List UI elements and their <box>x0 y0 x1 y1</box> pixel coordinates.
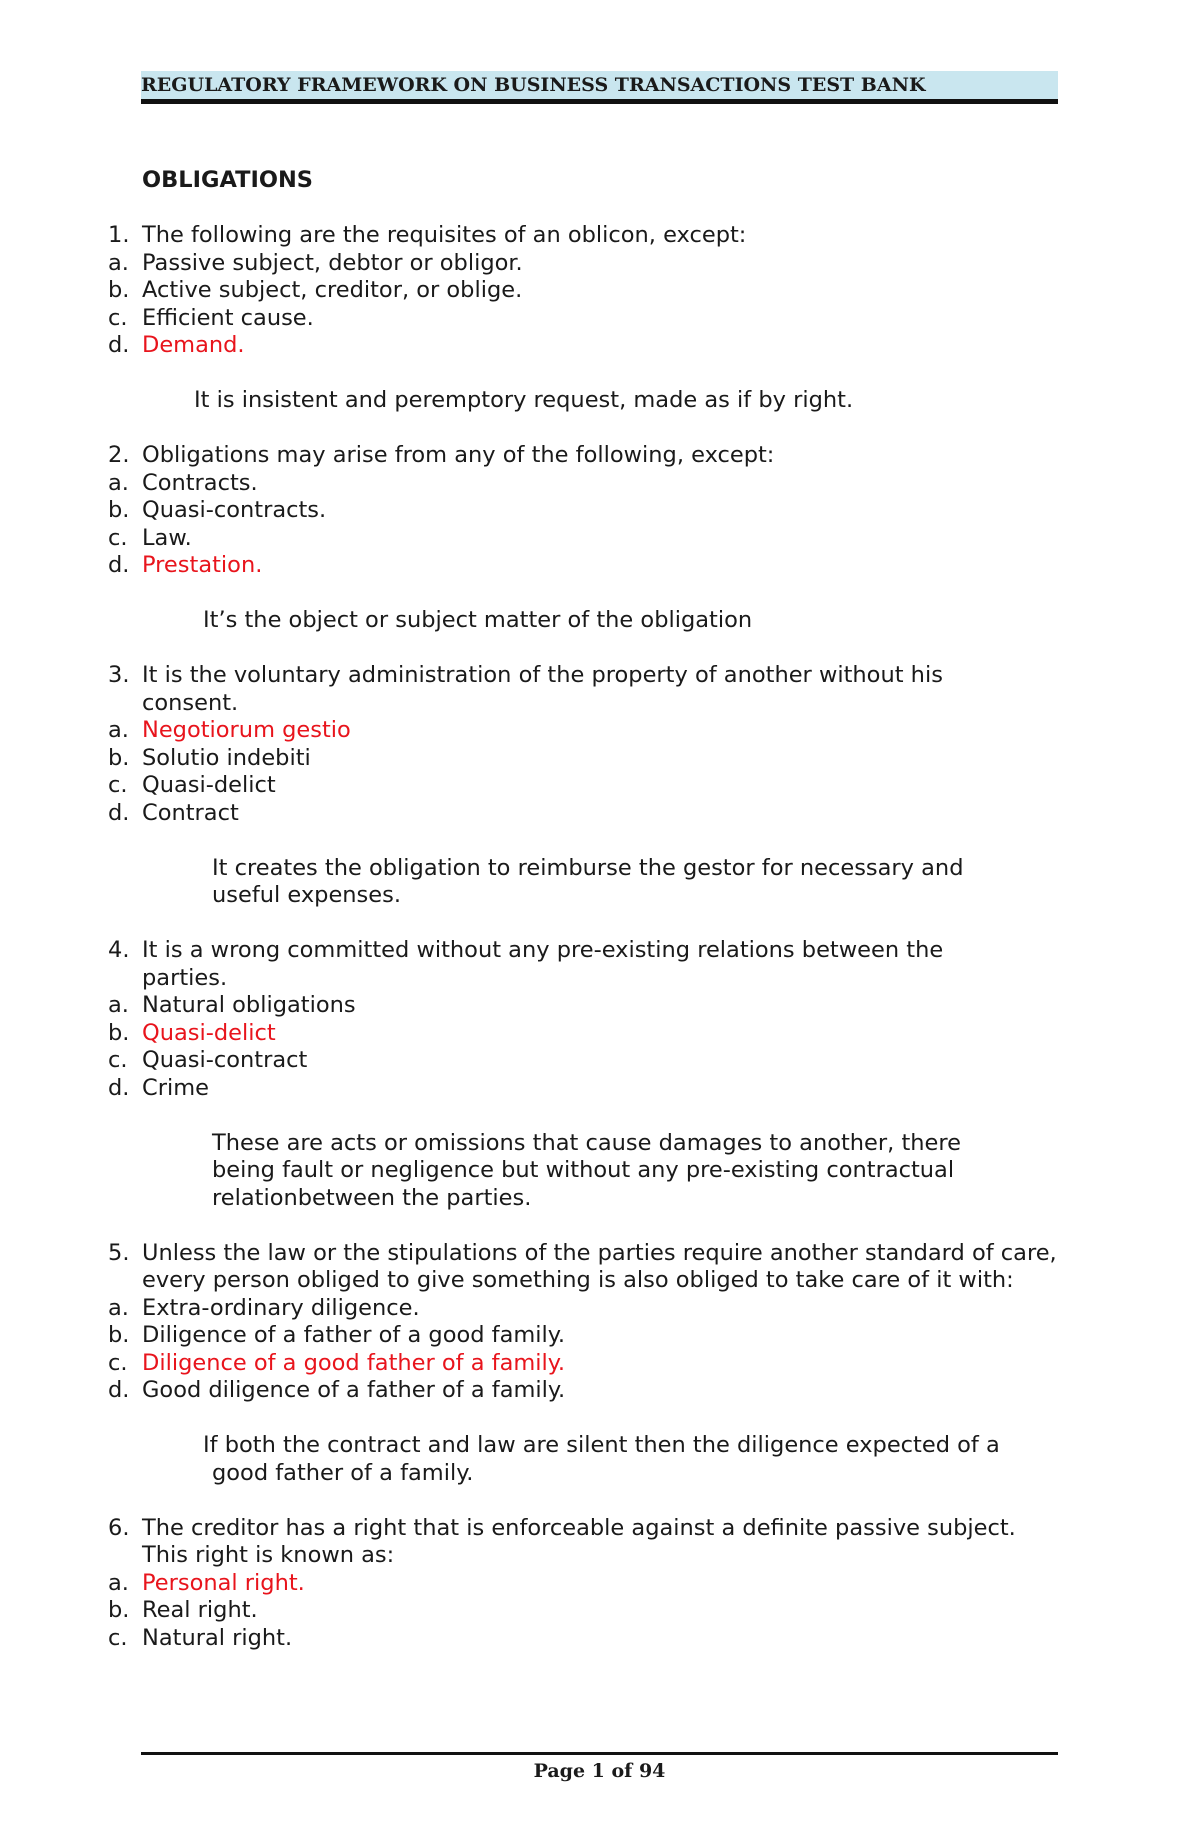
explanation-line: good father of a family. <box>212 1459 474 1486</box>
option-label: a. <box>108 249 129 276</box>
question-text: Unless the law or the stipulations of the parties require another standard of care, every person obliged to give something is also obliged to take care of it with: <box>142 1239 1057 1293</box>
question-number: 6. <box>108 1514 130 1541</box>
option-label: a. <box>108 1569 129 1596</box>
correct-answer: Quasi-delict <box>142 1019 276 1046</box>
option-label: a. <box>108 717 129 743</box>
option-label: a. <box>108 992 129 1018</box>
question-5 <box>108 1240 1068 1488</box>
question-number: 2. <box>108 442 130 468</box>
option-label: c. <box>108 1349 128 1376</box>
correct-answer: Diligence of a good father of a family. <box>142 1349 566 1376</box>
option-label: a. <box>108 469 129 496</box>
explanation <box>203 1432 1043 1487</box>
option-text: Solutio indebiti <box>142 744 311 771</box>
option-text: Active subject, creditor, or oblige. <box>142 277 523 303</box>
option-label: b. <box>108 1322 130 1348</box>
option-label: c. <box>108 524 128 551</box>
option-label: b. <box>108 744 130 771</box>
option-text: Good diligence of a father of a family. <box>142 1377 566 1403</box>
option-text: Efficient cause. <box>142 304 314 331</box>
option-label: c. <box>108 304 128 331</box>
option-label: d. <box>108 1377 130 1403</box>
question-text: Obligations may arise from any of the following, except: <box>142 442 775 468</box>
explanation-line: If both the contract and law are silent then the diligence expected of a <box>203 1432 1000 1458</box>
question-number: 1. <box>108 222 130 248</box>
page-header <box>141 71 1058 104</box>
option-label: b. <box>108 497 130 523</box>
option-label: d. <box>108 1074 130 1101</box>
option-label: c. <box>108 1624 128 1651</box>
question-number: 3. <box>108 662 130 688</box>
section-title: OBLIGATIONS <box>142 167 314 193</box>
question-4 <box>108 937 1068 1212</box>
correct-answer: Prestation. <box>142 552 263 578</box>
question-text: The following are the requisites of an oblicon, except: <box>142 222 747 248</box>
option-text: Quasi-contracts. <box>142 497 327 523</box>
header-title: REGULATORY FRAMEWORK ON BUSINESS TRANSACTIONS TEST BANK <box>141 74 926 96</box>
option-label: d. <box>108 799 130 826</box>
question-number: 4. <box>108 937 130 963</box>
option-label: b. <box>108 1597 130 1623</box>
option-text: Diligence of a father of a good family. <box>142 1322 566 1348</box>
option-text: Extra-ordinary diligence. <box>142 1294 420 1321</box>
option-text: Passive subject, debtor or obligor. <box>142 249 523 276</box>
option-text: Quasi-delict <box>142 772 276 798</box>
option-text: Contracts. <box>142 469 258 496</box>
correct-answer: Negotiorum gestio <box>142 717 351 743</box>
option-text: Natural right. <box>142 1624 293 1651</box>
question-text: It is a wrong committed without any pre-existing relations between the parties. <box>142 937 944 991</box>
correct-answer: Personal right. <box>142 1569 305 1596</box>
explanation: It is insistent and peremptory request, made as if by right. <box>194 387 854 413</box>
question-1 <box>108 222 1068 415</box>
question-text: It is the voluntary administration of the property of another without his consent. <box>142 662 943 716</box>
option-label: c. <box>108 1047 128 1073</box>
correct-answer: Demand. <box>142 332 245 358</box>
option-text: Natural obligations <box>142 992 356 1018</box>
question-6 <box>108 1515 1068 1653</box>
explanation: It creates the obligation to reimburse the gestor for necessary and useful expenses. <box>212 854 964 908</box>
footer-divider <box>141 1752 1058 1755</box>
explanation: It’s the object or subject matter of the obligation <box>203 607 753 633</box>
document-body <box>108 167 1068 1652</box>
question-text: The creditor has a right that is enforceable against a definite passive subject. This right is known as: <box>142 1514 1016 1568</box>
option-text: Contract <box>142 799 239 826</box>
question-2 <box>108 442 1068 635</box>
question-3 <box>108 662 1068 910</box>
page-number: Page 1 of 94 <box>533 1760 666 1782</box>
option-label: a. <box>108 1294 129 1321</box>
option-label: c. <box>108 772 128 798</box>
option-label: b. <box>108 277 130 303</box>
option-text: Quasi-contract <box>142 1047 308 1073</box>
option-label: d. <box>108 332 130 358</box>
option-label: b. <box>108 1019 130 1046</box>
option-label: d. <box>108 552 130 578</box>
option-text: Crime <box>142 1074 209 1101</box>
explanation: These are acts or omissions that cause damages to another, there being fault or negligence but without any pre-existing contractual relationbetween the parties. <box>212 1129 961 1211</box>
option-text: Law. <box>142 524 192 551</box>
option-text: Real right. <box>142 1597 258 1623</box>
question-number: 5. <box>108 1239 130 1266</box>
